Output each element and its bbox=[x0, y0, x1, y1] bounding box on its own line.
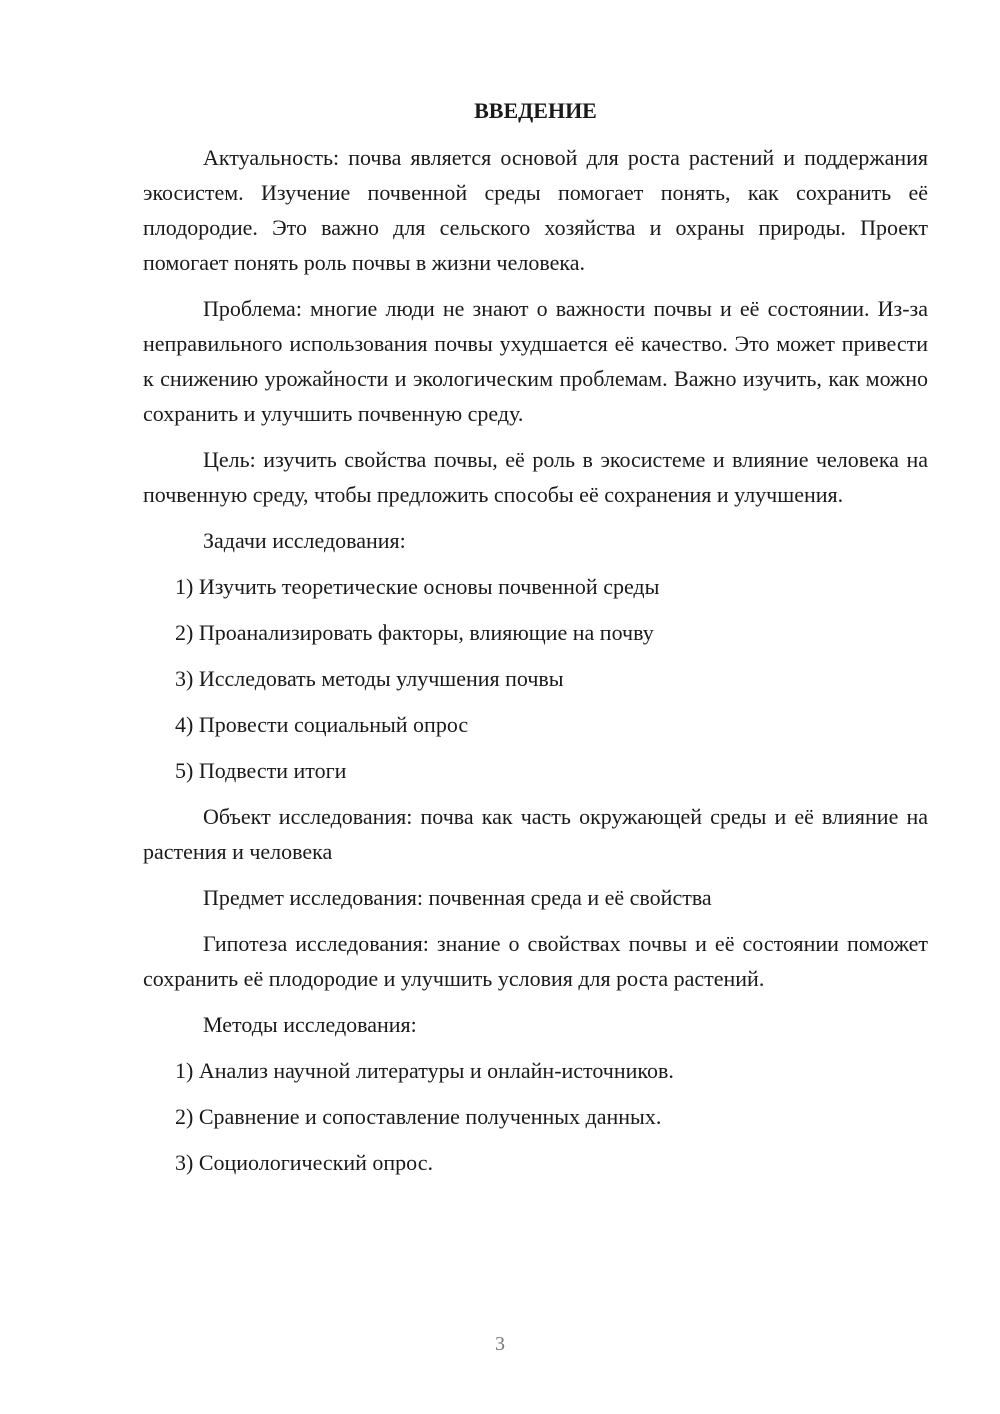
task-item: 4) Провести социальный опрос bbox=[175, 712, 469, 737]
method-item: 3) Социологический опрос. bbox=[175, 1150, 433, 1175]
page-number: 3 bbox=[495, 1333, 505, 1355]
problem-paragraph: Проблема: многие люди не знают о важности почвы и её состоянии. Из-за неправильного использования почвы ухудшается её качество. Это может привести к снижению урожайности и экологическим проблемам. Важно изучить, как можно сохранить и улучшить почвенную среду. bbox=[143, 296, 928, 426]
goal-paragraph: Цель: изучить свойства почвы, её роль в экосистеме и влияние человека на почвенную среду, чтобы предложить способы её сохранения и улучшения. bbox=[143, 447, 928, 507]
object-paragraph: Объект исследования: почва как часть окружающей среды и её влияние на растения и человека bbox=[143, 804, 928, 864]
hypothesis-paragraph: Гипотеза исследования: знание о свойствах почвы и её состоянии поможет сохранить её плодородие и улучшить условия для роста растений. bbox=[143, 931, 928, 991]
task-item: 3) Исследовать методы улучшения почвы bbox=[175, 666, 564, 691]
document-page bbox=[143, 96, 928, 1191]
task-item: 5) Подвести итоги bbox=[175, 758, 347, 783]
method-item: 1) Анализ научной литературы и онлайн-источников. bbox=[175, 1058, 674, 1083]
methods-heading: Методы исследования: bbox=[203, 1012, 417, 1037]
task-item: 2) Проанализировать факторы, влияющие на почву bbox=[175, 620, 654, 645]
subject-paragraph: Предмет исследования: почвенная среда и её свойства bbox=[203, 885, 712, 910]
method-item: 2) Сравнение и сопоставление полученных данных. bbox=[175, 1104, 662, 1129]
tasks-heading: Задачи исследования: bbox=[203, 528, 406, 553]
section-title: ВВЕДЕНИЕ bbox=[474, 98, 597, 123]
relevance-paragraph: Актуальность: почва является основой для роста растений и поддержания экосистем. Изучение почвенной среды помогает понять, как сохранить её плодородие. Это важно для сельского хозяйства и охраны природы. Проект помогает понять роль почвы в жизни человека. bbox=[143, 145, 928, 275]
task-item: 1) Изучить теоретические основы почвенной среды bbox=[175, 574, 660, 599]
